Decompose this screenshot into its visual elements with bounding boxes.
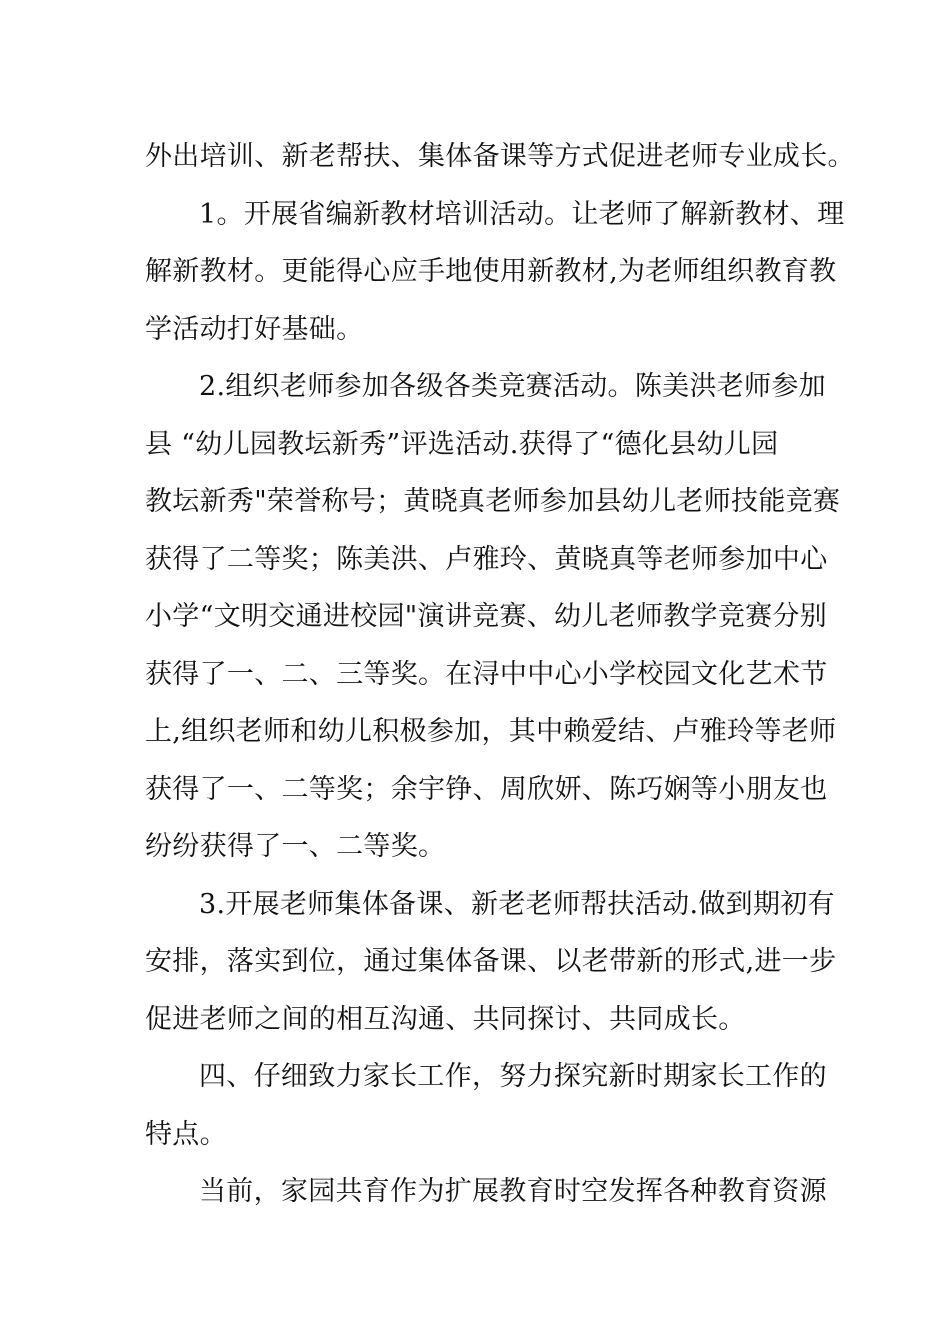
text-line: 获得了二等奖；陈美洪、卢雅玲、黄晓真等老师参加中心 <box>145 543 828 575</box>
text-line: 上,组织老师和幼儿积极参加，其中赖爱结、卢雅玲等老师 <box>145 716 837 747</box>
paragraph-3 <box>145 358 841 876</box>
text-line: 促进老师之间的相互沟通、共同探讨、共同成长。 <box>145 1003 746 1035</box>
text-line: 解新教材。更能得心应手地使用新教材,为老师组织教育教 <box>145 256 837 287</box>
paragraph-6 <box>145 1163 827 1221</box>
text-line: 教坛新秀"荣誉称号；黄晓真老师参加县幼儿老师技能竞赛 <box>145 486 841 517</box>
text-line: 2.组织老师参加各级各类竞赛活动。陈美洪老师参加 <box>199 371 826 402</box>
text-line: 四、仔细致力家长工作，努力探究新时期家长工作的 <box>199 1061 827 1092</box>
paragraph-2 <box>145 186 845 359</box>
paragraph-1 <box>145 128 855 186</box>
text-line: 学活动打好基础。 <box>145 313 364 345</box>
paragraph-4 <box>145 876 837 1049</box>
text-line: 安排，落实到位，通过集体备课、以老带新的形式,进一步 <box>145 946 837 977</box>
paragraph-5 <box>145 1048 827 1163</box>
document-body <box>145 128 855 1221</box>
text-line: 获得了一、二等奖；余宇铮、周欣妍、陈巧娴等小朋友也 <box>145 773 828 805</box>
text-line: 县 “幼儿园教坛新秀”评选活动.获得了“德化县幼儿园 <box>145 428 779 460</box>
text-line: 1。开展省编新教材培训活动。让老师了解新教材、理 <box>199 198 845 230</box>
text-line: 纷纷获得了一、二等奖。 <box>145 831 446 862</box>
text-line: 小学“文明交通进校园"演讲竞赛、幼儿老师教学竞赛分别 <box>145 601 828 632</box>
text-line: 特点。 <box>145 1118 227 1150</box>
text-line: 3.开展老师集体备课、新老老师帮扶活动.做到期初有 <box>199 888 835 920</box>
text-line: 当前，家园共育作为扩展教育时空发挥各种教育资源 <box>199 1176 827 1207</box>
text-line: 获得了一、二、三等奖。在浔中中心小学校园文化艺术节 <box>145 658 828 690</box>
text-line: 外出培训、新老帮扶、集体备课等方式促进老师专业成长。 <box>145 141 855 172</box>
